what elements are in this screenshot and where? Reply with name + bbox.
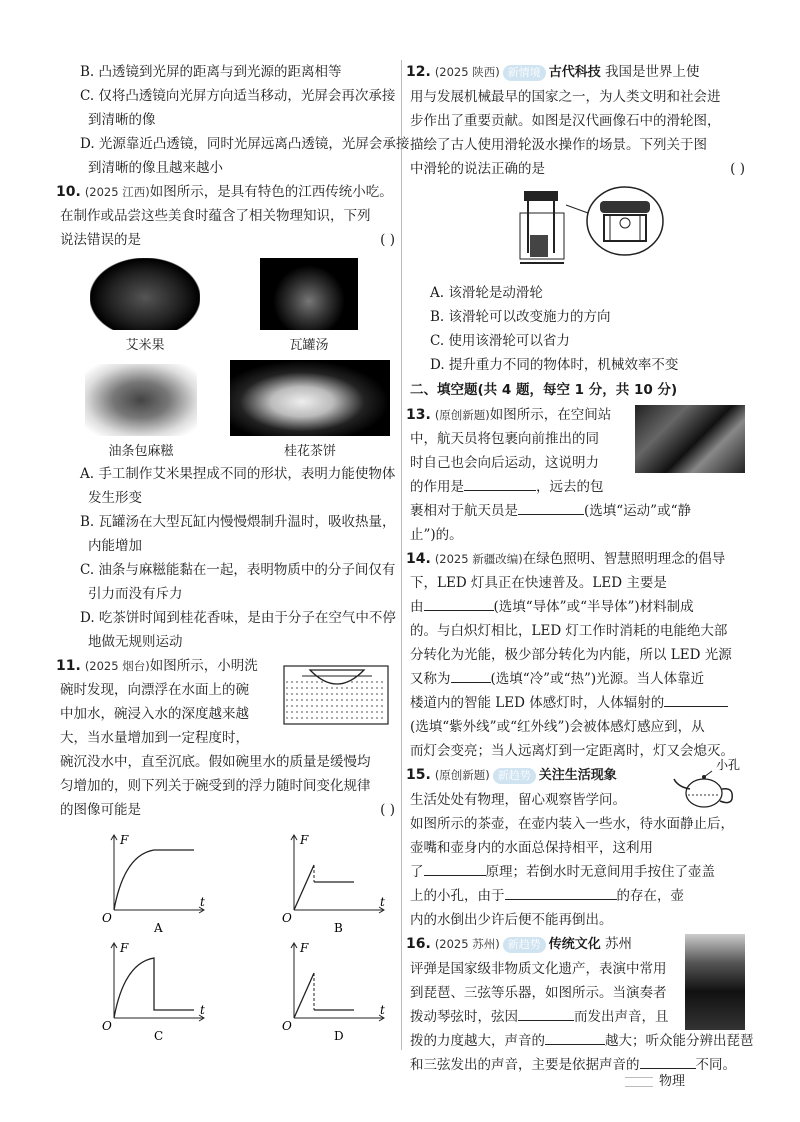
- column-divider: [401, 60, 402, 1050]
- q11-stem-line6: 匀增加的，则下列关于碗受到的浮力随时间变化规律: [60, 778, 371, 794]
- q15-stem-line4: 壶嘴和壶身内的水面总保持相平，这利用: [410, 840, 653, 856]
- q16-blank-3[interactable]: [640, 1053, 696, 1069]
- q12-tag: 新情境: [503, 65, 546, 81]
- q13-text-c: 裹相对于航天员是: [410, 503, 518, 519]
- footer-subject: 物理: [659, 1074, 686, 1089]
- graph-curve-D: [294, 973, 354, 1018]
- q15-blank-2[interactable]: [505, 884, 617, 900]
- q10-source: (2025 江西): [84, 185, 150, 199]
- q11-stem-line3: 中加水，碗浸入水的深度越来越: [60, 706, 249, 722]
- q13-text-b: ，远去的包: [536, 479, 604, 495]
- q15-source: (原创新题): [434, 768, 490, 782]
- q9-option-d-cont: 到清晰的像且越来越小: [88, 160, 223, 176]
- q16-source: (2025 苏州): [434, 937, 500, 951]
- bowl-diagram: [282, 656, 392, 728]
- q11-number: 11.: [56, 658, 81, 674]
- page-footer: [625, 1070, 685, 1089]
- origin-label-A: O: [102, 911, 112, 925]
- q16-text-c: 拨的力度越大，声音的: [410, 1033, 545, 1049]
- q16-blank-2[interactable]: [545, 1029, 605, 1045]
- q13-stem-line4: [410, 475, 745, 499]
- q13-block: [406, 403, 745, 547]
- q14-stem-line9: 而灯会变亮；当人远离灯到一定距离时，灯又会熄灭。: [410, 743, 734, 759]
- q10-stem-line2: 在制作或品尝这些美食时蕴含了相关物理知识，下列: [60, 208, 371, 224]
- q16-blank-1[interactable]: [518, 1005, 574, 1021]
- q14-text-a: 由: [410, 599, 424, 615]
- q16-text-b: 而发出声音，且: [574, 1009, 669, 1025]
- axis-y-label-A: F: [120, 833, 129, 847]
- q11-graphs: [60, 822, 395, 1043]
- q15-text-a: 了: [410, 864, 424, 880]
- q16-text-f: 不同。: [695, 1057, 736, 1073]
- q11-block: [56, 654, 395, 822]
- graph-label-A: A: [154, 921, 163, 935]
- q16-stem-line2: 评弹是国家级非物质文化遗产，表演中常用: [410, 961, 667, 977]
- axis-x-label-B: t: [380, 895, 385, 909]
- pulley-diagram: [510, 183, 670, 279]
- pipa-photo: [685, 934, 745, 1030]
- origin-label-C: O: [102, 1019, 112, 1033]
- q12-text-end: 中滑轮的说法正确的是: [410, 161, 545, 177]
- graph-B: [282, 833, 385, 935]
- origin-label-D: O: [282, 1019, 292, 1033]
- q15-text-d: 的存在，壶: [616, 888, 684, 904]
- q15-text-b: 原理；若倒水时无意间用手按住了壶盖: [485, 864, 715, 880]
- teapot-label: 小孔: [716, 758, 741, 772]
- q13-text-d: (选填“运动”或“静: [584, 503, 691, 519]
- q14-blank-1[interactable]: [424, 595, 494, 611]
- waguantang-photo: [260, 258, 358, 330]
- guihua-photo: [230, 360, 390, 436]
- q10-text-end: 说法错误的是: [60, 232, 141, 248]
- q13-source: (原创新题): [434, 408, 490, 422]
- graph-D: [282, 941, 385, 1043]
- youtiao-photo: [85, 364, 197, 436]
- q15-stem-line3: 如图所示的茶壶，在壶内装入一些水，待水面静止后，: [410, 816, 734, 832]
- q10-stem-line3: [60, 228, 395, 252]
- q14-stem-line8: (选填“紫外线”或“红外线”)会被体感灯感应到，从: [410, 719, 705, 735]
- q14-stem-line6: [410, 667, 745, 691]
- q10-answer-paren[interactable]: ( ): [380, 232, 395, 248]
- axis-x-label-C: t: [200, 1003, 205, 1017]
- q10-option-d-cont: 地做无规则运动: [88, 634, 183, 650]
- space-station-photo: [635, 405, 745, 473]
- q15-block: [406, 758, 745, 932]
- axis-y-label-C: F: [120, 941, 129, 955]
- q14-stem-line4: 的。与白炽灯相比，LED 灯工作时消耗的电能绝大部: [410, 623, 728, 639]
- q11-stem-line2: 碗时发现，向漂浮在水面上的碗: [60, 682, 249, 698]
- q11-text-end: 的图像可能是: [60, 802, 141, 818]
- q15-stem-line6: [410, 884, 745, 908]
- origin-label-B: O: [282, 911, 292, 925]
- graph-C: [102, 941, 205, 1043]
- q14-stem-line5: 分转化为光能，极少部分转化为内能，所以 LED 光源: [410, 647, 732, 663]
- q15-stem-line7: 内的水倒出少许后便不能再倒出。: [410, 912, 613, 928]
- q16-stem-line6: [410, 1053, 745, 1077]
- q13-number: 13.: [406, 407, 431, 423]
- q14-stem-line1: [406, 547, 745, 571]
- axis-y-label-D: F: [300, 941, 309, 955]
- q14-text: 在绿色照明、智慧照明理念的倡导: [522, 551, 726, 567]
- q11-source: (2025 烟台): [84, 659, 150, 673]
- q16-text-a: 拨动琴弦时，弦因: [410, 1009, 518, 1025]
- q12-option-c: C. 使用该滑轮可以省力: [430, 333, 570, 349]
- q12-option-b: B. 该滑轮可以改变施力的方向: [430, 309, 611, 325]
- q11-stem-line5: 碗沉没水中，直至沉底。假如碗里水的质量是缓慢均: [60, 754, 371, 770]
- caption-youtiao: 油条包麻糍: [108, 444, 174, 459]
- q13-stem-line3: 时自己也会向后运动，这说明力: [410, 455, 599, 471]
- caption-waguantang: 瓦罐汤: [289, 338, 329, 353]
- axis-y-label-B: F: [300, 833, 309, 847]
- graph-curve-A: [114, 850, 194, 910]
- q12-text: 我国是世界上使: [605, 64, 700, 80]
- q10-option-d: D. 吃茶饼时闻到桂花香味，是由于分子在空气中不停: [80, 610, 396, 626]
- q9-option-c: C. 仅将凸透镜向光屏方向适当移动，光屏会再次承接: [80, 88, 396, 104]
- q16-text: 苏州: [605, 936, 633, 952]
- q9-option-b: B. 凸透镜到光屏的距离与到光源的距离相等: [80, 64, 342, 80]
- q13-blank-1[interactable]: [464, 475, 536, 491]
- footer-logo: [625, 1077, 653, 1087]
- q11-stem-line7: [60, 798, 395, 822]
- q10-number: 10.: [56, 184, 81, 200]
- q10-option-a-cont: 发生形变: [88, 490, 142, 506]
- q15-text-c: 上的小孔，由于: [410, 888, 505, 904]
- q12-stem-line3: 步作出了重要贡献。如图是汉代画像石中的滑轮图，: [410, 113, 721, 129]
- q15-tag: 新趋势: [493, 768, 536, 784]
- q14-number: 14.: [406, 551, 431, 567]
- q11-text: 如图所示，小明洗: [149, 658, 258, 674]
- q12-stem-line1: [406, 60, 745, 85]
- q16-text-e: 和三弦发出的声音，主要是依据声音的: [410, 1057, 640, 1073]
- q14-stem-line2: 下，LED 灯具正在快速普及。LED 主要是: [410, 575, 667, 591]
- graph-label-C: C: [154, 1029, 164, 1043]
- axis-x-label-D: t: [380, 1003, 385, 1017]
- q16-stem-line5: [410, 1029, 754, 1053]
- q10-option-b: B. 瓦罐汤在大型瓦缸内慢慢煨制升温时，吸收热量，: [80, 514, 396, 530]
- caption-guihua: 桂花茶饼: [283, 444, 336, 459]
- q10-option-c: C. 油条与麻糍能黏在一起，表明物质中的分子间仅有: [80, 562, 396, 578]
- graph-curve-B: [294, 865, 354, 910]
- q12-stem-line2: 用与发展机械最早的国家之一，为人类文明和社会进: [410, 89, 721, 105]
- q12-stem-line4: 描绘了古人使用滑轮汲水操作的场景。下列关于图: [410, 137, 707, 153]
- q12-tag-title: 古代科技: [548, 65, 601, 80]
- pulley-image: [410, 181, 745, 281]
- q13-stem-line5: [410, 499, 745, 523]
- q14-stem-line3: [410, 595, 745, 619]
- axis-x-label-A: t: [200, 895, 205, 909]
- q15-blank-1[interactable]: [424, 860, 486, 876]
- q12-answer-paren[interactable]: ( ): [730, 161, 745, 177]
- q10-option-b-cont: 内能增加: [88, 538, 142, 554]
- q11-graph-canvas: [100, 830, 400, 1045]
- teapot-diagram: [668, 757, 748, 813]
- caption-aimiguo: 艾米果: [125, 338, 165, 353]
- q15-tag-title: 关注生活现象: [538, 768, 617, 783]
- q10-option-a: A. 手工制作艾米果捏成不同的形状，表明力能使物体: [80, 466, 396, 482]
- q16-text-d: 越大；听众能分辨出琵琶: [605, 1033, 754, 1049]
- q10-stem-line1: [56, 180, 395, 204]
- q14-blank-3[interactable]: [664, 691, 728, 707]
- q12-source: (2025 陕西): [434, 65, 500, 79]
- right-column: [406, 60, 754, 1077]
- q12-option-a: A. 该滑轮是动滑轮: [430, 285, 543, 301]
- q16-block: [406, 932, 754, 1077]
- q13-text-a: 的作用是: [410, 479, 464, 495]
- q14-text-b: (选填“导体”或“半导体”)材料制成: [493, 599, 694, 615]
- q12-number: 12.: [406, 64, 431, 80]
- q11-stem-line4: 大，当水量增加到一定程度时，: [60, 730, 249, 746]
- q11-answer-paren[interactable]: ( ): [380, 802, 395, 818]
- q10-text: 如图所示，是具有特色的江西传统小吃。: [149, 184, 393, 200]
- q14-text-d: (选填“冷”或“热”)光源。当人体靠近: [490, 671, 705, 687]
- q16-tag: 新趋势: [503, 937, 546, 953]
- q12-option-d: D. 提升重力不同的物体时，机械效率不变: [430, 357, 679, 373]
- q15-stem-line2: 生活处处有物理，留心观察皆学问。: [410, 792, 626, 808]
- aimiguo-photo: [90, 258, 200, 330]
- q9-option-d: D. 光源靠近凸透镜，同时光屏远离凸透镜，光屏会承接: [80, 136, 410, 152]
- q14-source: (2025 新疆改编): [434, 552, 523, 566]
- q14-stem-line7: [410, 691, 745, 715]
- q15-stem-line5: [410, 860, 745, 884]
- q14-text-e: 楼道内的智能 LED 体感灯时，人体辐射的: [410, 695, 665, 711]
- q10-option-c-cont: 引力而没有斥力: [88, 586, 183, 602]
- graph-label-D: D: [334, 1029, 344, 1043]
- q13-blank-2[interactable]: [518, 499, 584, 515]
- graph-A: [102, 833, 205, 935]
- q9-option-c-cont: 到清晰的像: [88, 112, 156, 128]
- section-fill-blank-title: 二、填空题(共 4 题，每空 1 分，共 10 分): [410, 382, 678, 398]
- q14-blank-2[interactable]: [451, 667, 491, 683]
- graph-label-B: B: [334, 921, 343, 935]
- q16-stem-line3: 到琵琶、三弦等乐器，如图所示。当演奏者: [410, 985, 667, 1001]
- q15-number: 15.: [406, 767, 431, 783]
- q14-text-c: 又称为: [410, 671, 451, 687]
- left-column: [56, 60, 410, 1043]
- q12-stem-line5: [410, 157, 745, 181]
- q16-number: 16.: [406, 936, 431, 952]
- q10-food-images: [60, 252, 395, 462]
- q16-tag-title: 传统文化: [548, 937, 601, 952]
- q13-text: 如图所示，在空间站: [489, 407, 612, 423]
- q13-stem-line2: 中，航天员将包裹向前推出的同: [410, 431, 599, 447]
- q13-stem-line6: 止”)的。: [410, 527, 463, 543]
